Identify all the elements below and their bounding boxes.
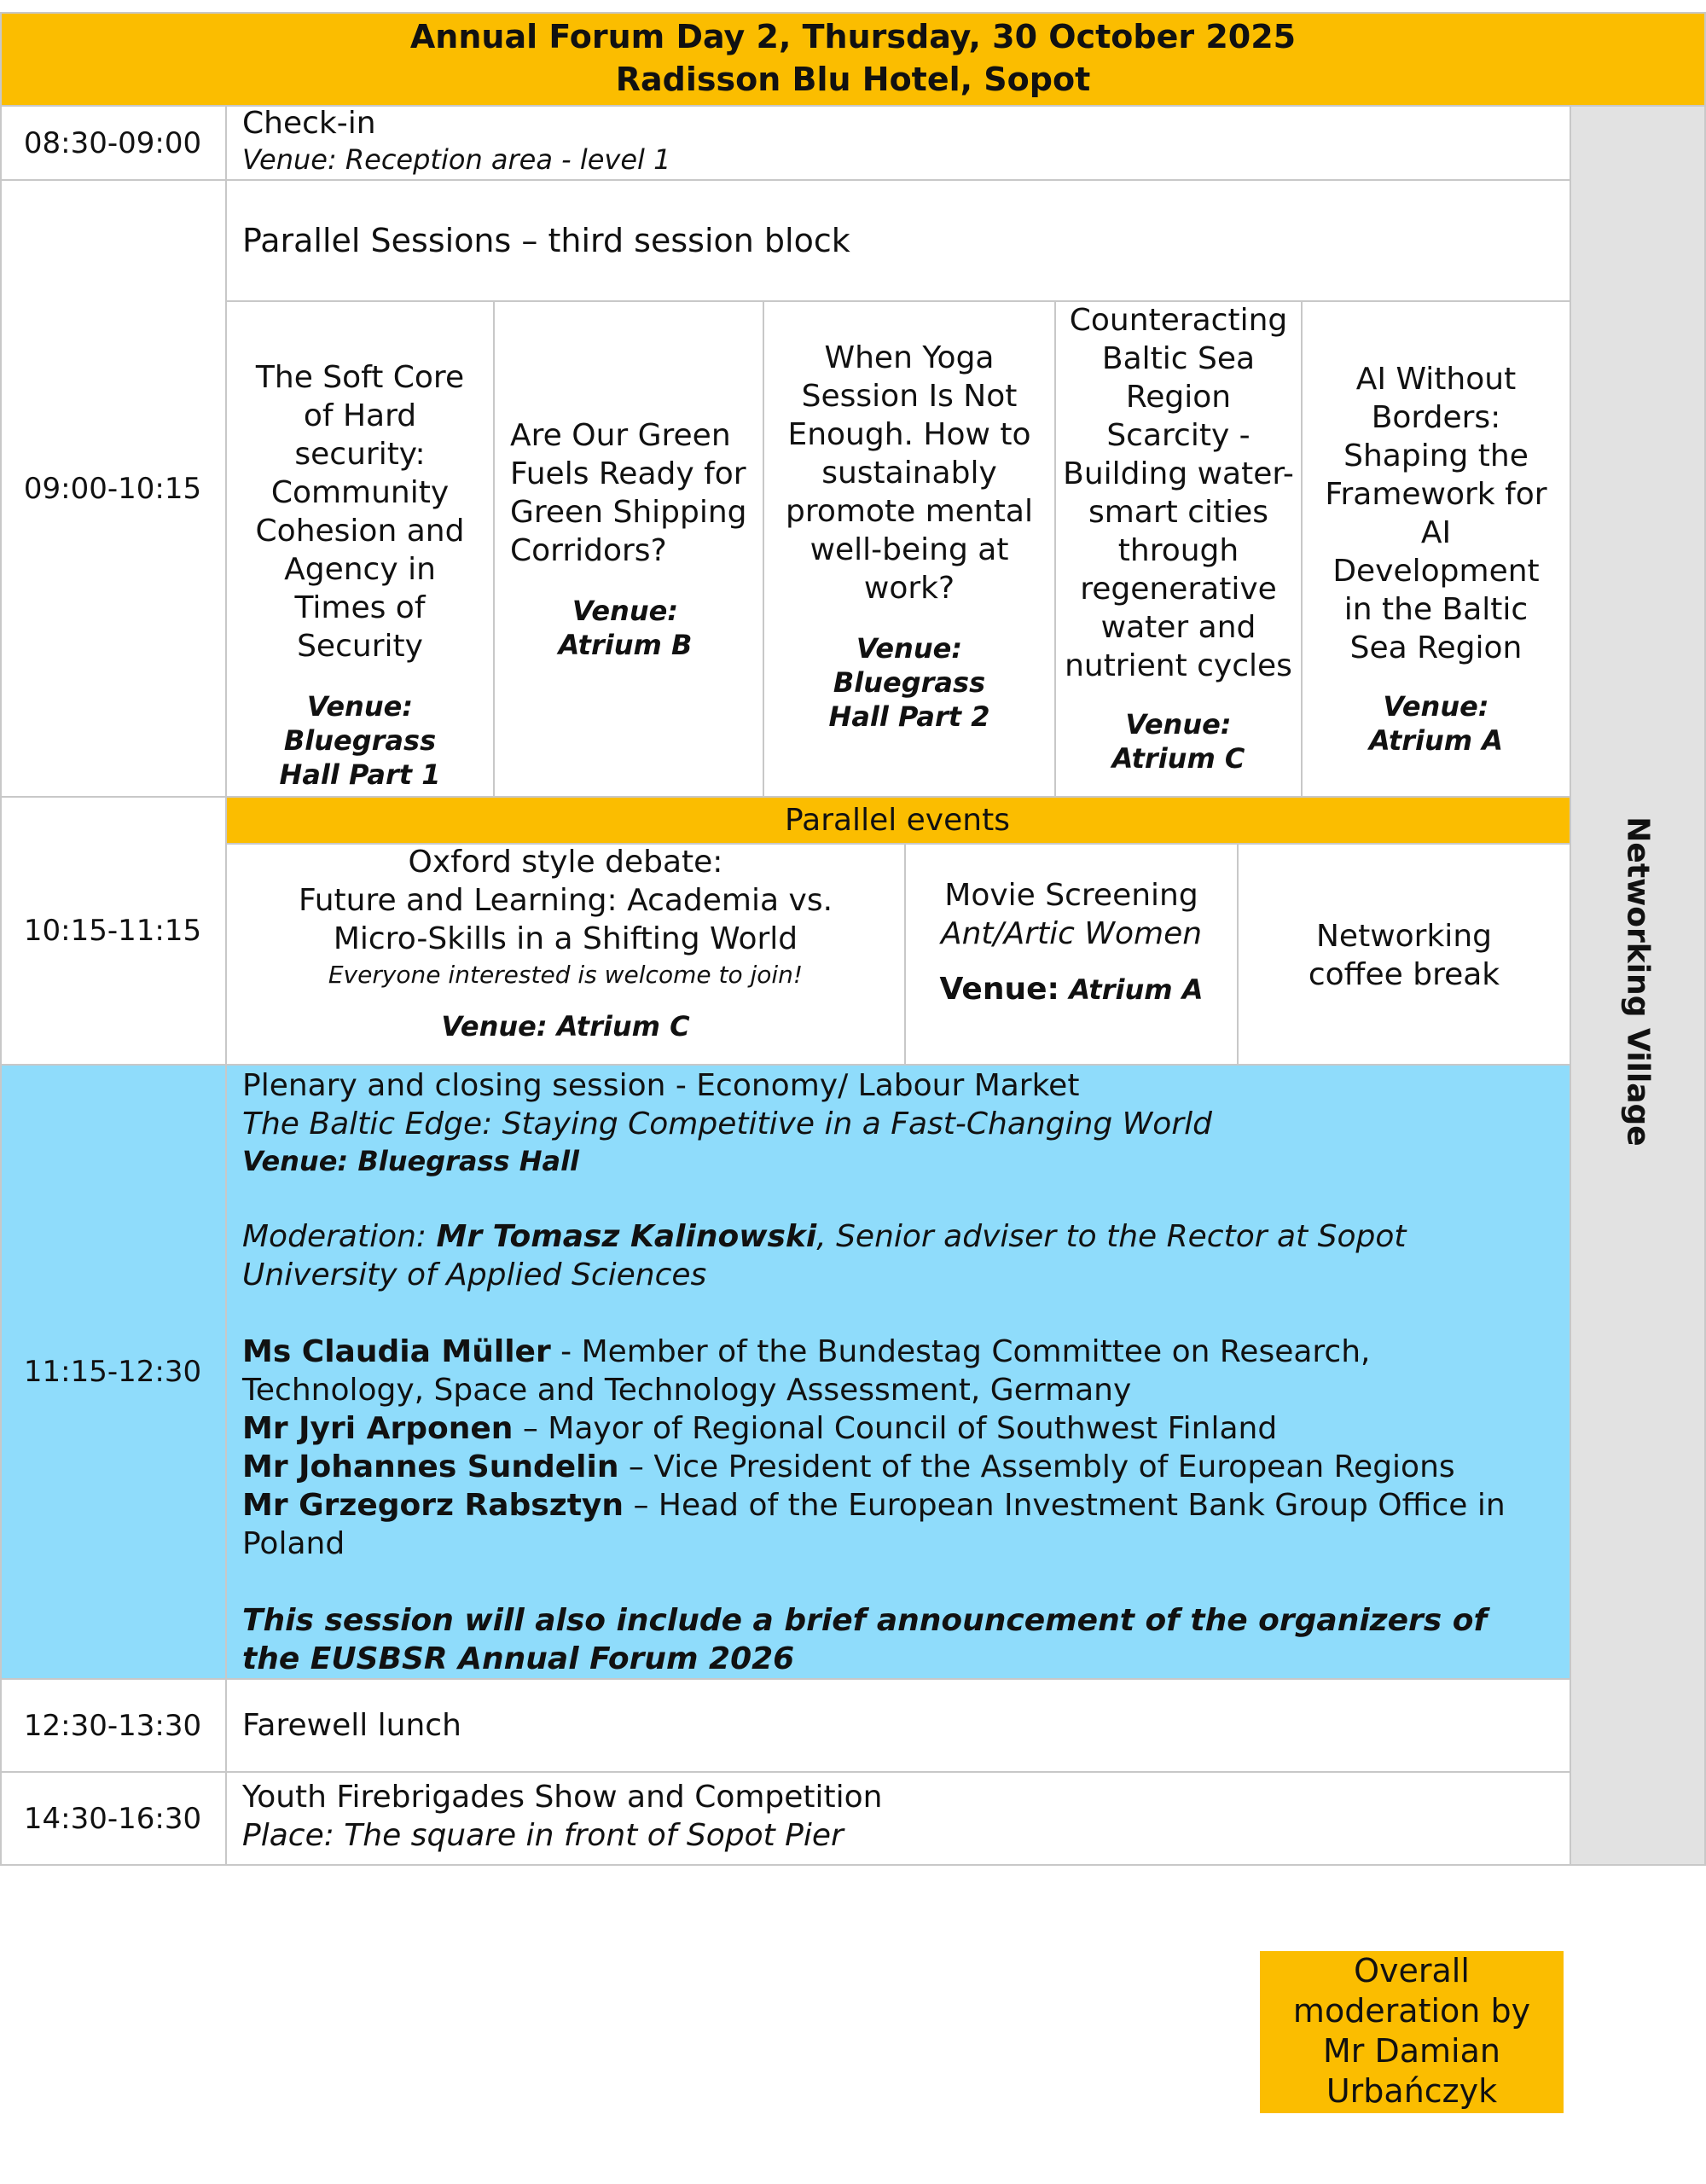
session-4-venue: Atrium C (1111, 742, 1245, 775)
plenary-cell (242, 1066, 1556, 1678)
speaker-2 (242, 1409, 1556, 1448)
session-4-title: Counteracting Baltic Sea Region Scarcity - Building water-smart cities through regenerative water and nutrient cycles (1063, 303, 1294, 683)
speaker-2-name: Mr Jyri Arponen (242, 1411, 514, 1446)
moderation-label: Moderation: (242, 1219, 427, 1254)
title-line-date: Annual Forum Day 2, Thursday, 30 October 2025 (409, 18, 1297, 55)
checkin-title: Check-in (242, 106, 376, 141)
plenary-subtitle: The Baltic Edge: Staying Competitive in a Fast-Changing World (242, 1107, 1212, 1141)
debate-topic: Future and Learning: Academia vs. Micro-Skills in a Shifting World (298, 883, 833, 956)
moderator-name: Mr Tomasz Kalinowski (436, 1219, 817, 1254)
speaker-3-name: Mr Johannes Sundelin (242, 1449, 619, 1484)
debate-cell (227, 843, 904, 1043)
debate-note: Everyone interested is welcome to join! (328, 961, 804, 989)
speaker-4 (242, 1486, 1556, 1563)
coffee-text: Networking coffee break (1308, 919, 1500, 992)
session-4 (1056, 301, 1301, 775)
overall-moderation-box (1260, 1951, 1564, 2113)
page-title (0, 14, 1706, 105)
title-line-venue: Radisson Blu Hotel, Sopot (615, 61, 1091, 98)
time-lunch: 12:30-13:30 (23, 1708, 202, 1743)
session-2-venue: Atrium B (558, 629, 693, 661)
session-1-title: The Soft Core of Hard security: Community Cohesion and Agency in Times of Security (255, 360, 465, 664)
movie-cell (906, 876, 1237, 1009)
networking-village-label: Networking Village (1620, 816, 1656, 1147)
debate-venue: Venue: Atrium C (441, 1010, 690, 1043)
session-5 (1303, 360, 1570, 758)
session-3-venue-label: Venue: (856, 632, 963, 665)
lunch-title: Farewell lunch (242, 1708, 461, 1743)
movie-venue: Atrium A (1069, 973, 1204, 1006)
session-3 (764, 339, 1054, 734)
time-parallel-events: 10:15-11:15 (23, 914, 202, 948)
session-4-venue-label: Venue: (1125, 708, 1232, 741)
time-firebrigades: 14:30-16:30 (23, 1801, 202, 1836)
speaker-4-role: – Head of the European Investment Bank Group Office in Poland (242, 1488, 1506, 1561)
session-2 (510, 416, 757, 662)
speaker-3 (242, 1448, 1556, 1486)
speaker-3-role: – Vice President of the Assembly of European Regions (618, 1449, 1455, 1484)
session-5-title: AI Without Borders: Shaping the Framework for AI Development in the Baltic Sea Region (1325, 362, 1547, 665)
networking-village-label-wrap (1570, 816, 1706, 1147)
checkin-cell (242, 106, 1556, 177)
movie-name: Ant/Artic Women (940, 916, 1203, 951)
session-2-venue-label: Venue: (572, 595, 679, 627)
session-2-title: Are Our Green Fuels Ready for Green Shipping Corridors? (510, 418, 747, 568)
speaker-2-role: – Mayor of Regional Council of Southwest Finland (513, 1411, 1278, 1446)
firebrigades-place: Place: The square in front of Sopot Pier (242, 1818, 844, 1853)
debate-title: Oxford style debate: (408, 845, 723, 880)
parallel-events-heading: Parallel events (785, 803, 1010, 838)
session-3-venue: Bluegrass Hall Part 2 (828, 666, 990, 733)
plenary-title: Plenary and closing session - Economy/ Labour Market (242, 1068, 1080, 1103)
movie-title: Movie Screening (944, 878, 1198, 913)
firebrigades-title: Youth Firebrigades Show and Competition (242, 1780, 883, 1815)
time-plenary: 11:15-12:30 (23, 1355, 202, 1389)
overall-moderation-text: Overall moderation by Mr Damian Urbańczyk (1292, 1952, 1531, 2110)
speaker-1-name: Ms Claudia Müller (242, 1334, 551, 1369)
session-1 (227, 358, 493, 792)
session-1-venue-label: Venue: (306, 690, 414, 723)
movie-venue-label: Venue: (939, 972, 1059, 1007)
speaker-4-name: Mr Grzegorz Rabsztyn (242, 1488, 624, 1523)
plenary-moderation (242, 1217, 1556, 1294)
moderator-role: , Senior adviser to the Rector at Sopot University of Applied Sciences (242, 1219, 1407, 1292)
session-3-title: When Yoga Session Is Not Enough. How to sustainably promote mental well-being at work? (786, 340, 1033, 606)
speaker-1-role: - Member of the Bundestag Committee on Research, Technology, Space and Technology Assessment, Germany (242, 1334, 1371, 1408)
coffee-cell (1239, 917, 1570, 994)
session-5-venue-label: Venue: (1383, 690, 1489, 723)
session-1-venue: Bluegrass Hall Part 1 (279, 724, 441, 791)
plenary-venue: Venue: Bluegrass Hall (242, 1145, 580, 1177)
time-checkin: 08:30-09:00 (23, 125, 202, 160)
firebrigades-cell (242, 1778, 1556, 1855)
speaker-1 (242, 1333, 1556, 1409)
session-5-venue: Atrium A (1368, 724, 1504, 757)
plenary-announcement: This session will also include a brief announcement of the organizers of the EUSBSR Annual Forum 2026 (242, 1603, 1488, 1676)
time-parallel-sessions: 09:00-10:15 (23, 472, 202, 506)
checkin-venue: Venue: Reception area - level 1 (242, 143, 671, 176)
parallel-sessions-heading: Parallel Sessions – third session block (242, 222, 850, 259)
